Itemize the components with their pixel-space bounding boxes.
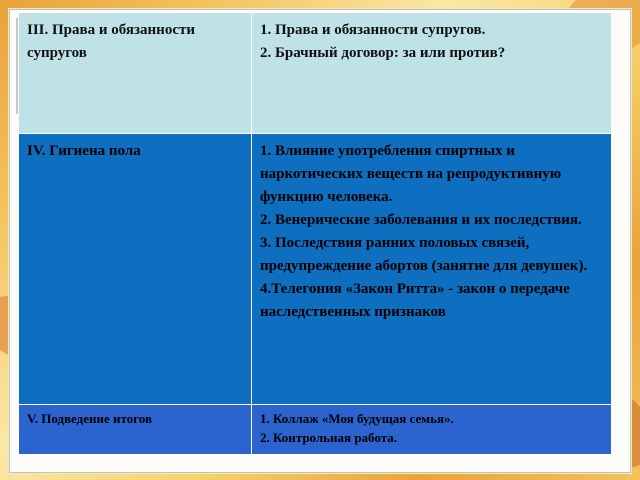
topic-title: V. Подведение итогов <box>27 410 152 426</box>
list-item: 1. Права и обязанности супругов. <box>260 22 486 38</box>
items-cell <box>252 134 612 405</box>
list-item: 2. Брачный договор: за или против? <box>260 45 506 61</box>
topic-cell <box>19 13 252 134</box>
items-cell <box>252 13 612 134</box>
table-row <box>19 134 612 405</box>
topic-cell <box>19 134 252 405</box>
list-item: 1. Коллаж «Моя будущая семья». <box>260 410 454 426</box>
list-item: 3. Последствия ранних половых связей, предупреждение абортов (занятие для девушек). <box>260 235 588 275</box>
curriculum-table <box>18 12 612 455</box>
table-row <box>19 404 612 454</box>
topic-title: III. Права и обязанности супругов <box>27 22 195 61</box>
list-item: 1. Влияние употребления спиртных и наркотических веществ на репродуктивную функцию человека. <box>260 143 562 206</box>
list-item: 4.Телегония «Закон Ритта» - закон о передаче наследственных признаков <box>260 281 570 321</box>
items-cell <box>252 404 612 454</box>
topic-cell <box>19 404 252 454</box>
list-item: 2. Венерические заболевания и их последствия. <box>260 212 582 229</box>
list-item: 2. Контрольная работа. <box>260 429 397 445</box>
topic-title: IV. Гигиена пола <box>27 143 141 160</box>
table-row <box>19 13 612 134</box>
